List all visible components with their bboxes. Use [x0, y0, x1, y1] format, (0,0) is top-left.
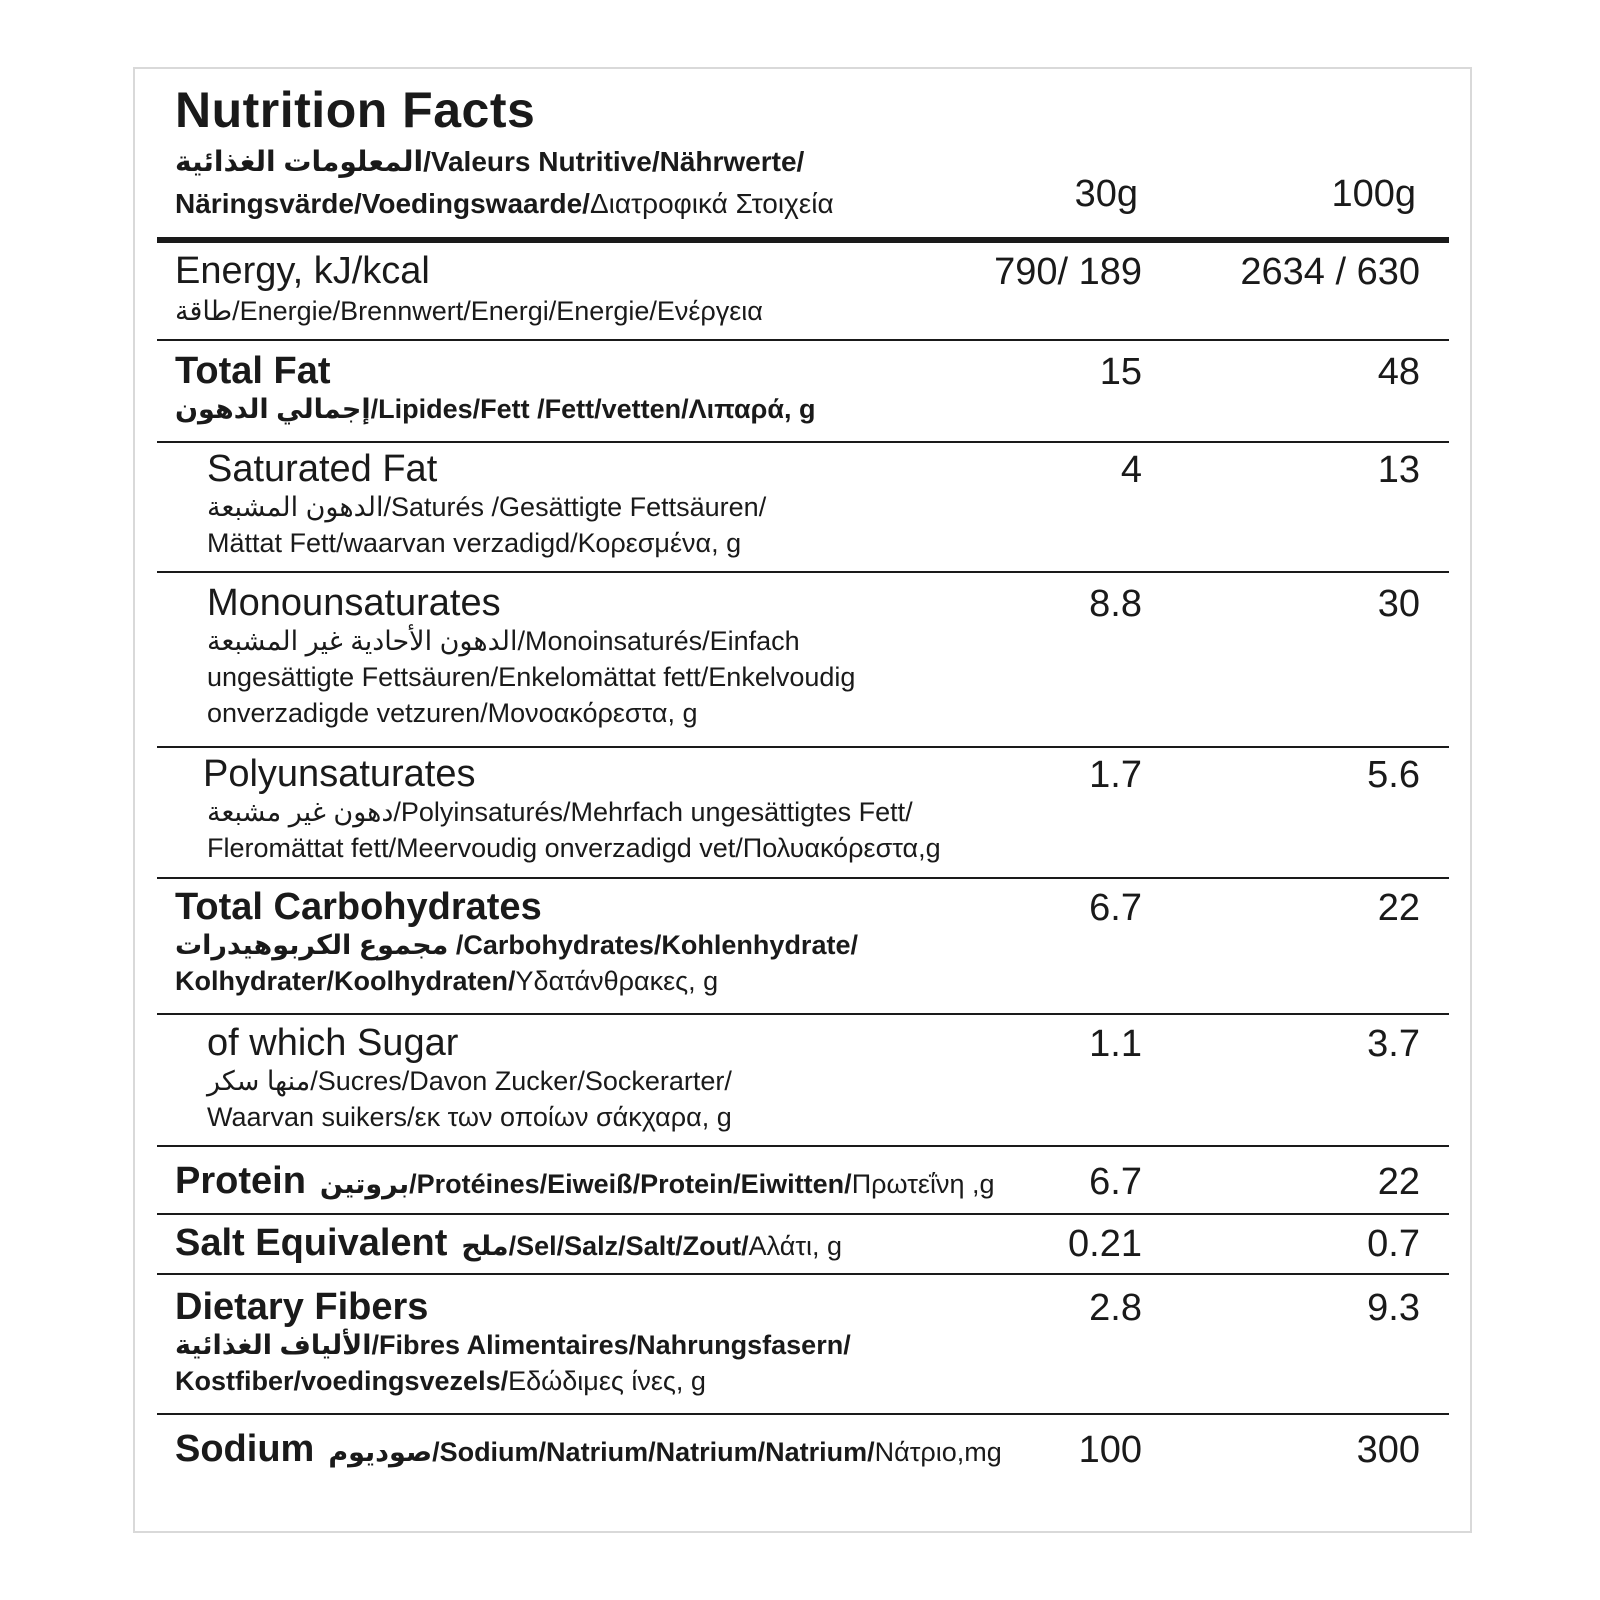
value-30g: 100 — [1078, 1429, 1142, 1471]
row-translations: إجمالي الدهون/Lipides/Fett /Fett/vetten/Λιπαρά, g — [175, 394, 816, 424]
divider — [157, 339, 1449, 341]
row-label: Polyunsaturates — [203, 753, 476, 795]
row-translations-line2: Mättat Fett/waarvan verzadigd/Κορεσμένα, g — [207, 528, 742, 558]
divider — [157, 1013, 1449, 1015]
row-translations-greek: Υδατάνθρακες, g — [515, 966, 719, 996]
value-100g: 48 — [1377, 351, 1420, 393]
page-title: Nutrition Facts — [175, 82, 536, 138]
title-translations-bold: Näringsvärde/Voedingswaarde/ — [175, 188, 590, 219]
value-30g: 790/ 189 — [994, 251, 1142, 293]
row-translations-greek: Νάτριο,mg — [874, 1437, 1002, 1467]
row-translations-bold: Kolhydrater/Koolhydraten/ — [175, 966, 516, 996]
value-100g: 13 — [1377, 449, 1420, 491]
row-translations-line2: Fleromättat fett/Meervoudig onverzadigd vet/Πολυακόρεστα,g — [207, 833, 941, 863]
row-translations-bold: بروتين/Protéines/Eiweiß/Protein/Eiwitten/ — [319, 1169, 852, 1199]
value-100g: 30 — [1377, 583, 1420, 625]
value-100g: 3.7 — [1367, 1023, 1420, 1065]
value-30g: 0.21 — [1068, 1223, 1142, 1265]
row-translations-line2 — [175, 963, 1035, 1000]
value-30g: 4 — [1120, 449, 1142, 491]
row-label: Dietary Fibers — [175, 1286, 429, 1328]
row-label-group — [175, 1429, 1075, 1472]
row-translations-greek: Πρωτεΐνη ,g — [851, 1169, 995, 1199]
row-translations-line2: Waarvan suikers/εκ των οποίων σάκχαρα, g — [207, 1102, 732, 1132]
title-translations — [175, 141, 995, 225]
row-translations: طاقة/Energie/Brennwert/Energi/Energie/Ενέργεια — [175, 296, 763, 326]
row-translations-line2: ungesättigte Fettsäuren/Enkelomättat fett/Enkelvoudig — [207, 662, 856, 692]
divider — [157, 571, 1449, 573]
value-100g: 22 — [1377, 1161, 1420, 1203]
title-translations-line1: المعلومات الغذائية/Valeurs Nutritive/Nährwerte/ — [175, 146, 805, 177]
column-header-30g: 30g — [1074, 173, 1138, 215]
value-30g: 8.8 — [1089, 583, 1142, 625]
row-translations-greek: Αλάτι, g — [748, 1231, 843, 1261]
value-100g: 5.6 — [1367, 754, 1420, 796]
value-30g: 6.7 — [1089, 1161, 1142, 1203]
divider — [157, 441, 1449, 443]
row-label: Energy, kJ/kcal — [175, 250, 430, 292]
value-30g: 2.8 — [1089, 1287, 1142, 1329]
row-translations-line3: onverzadigde vetzuren/Μονοακόρεστα, g — [207, 698, 698, 728]
nutrition-facts-panel — [133, 67, 1472, 1533]
value-100g: 22 — [1377, 887, 1420, 929]
divider — [157, 1413, 1449, 1415]
row-label: Saturated Fat — [207, 448, 438, 490]
row-translations-line1: الدهون الأحادية غير المشبعة/Monoinsaturés/Einfach — [207, 626, 800, 656]
row-translations-greek: Εδώδιμες ίνες, g — [508, 1366, 706, 1396]
row-translations-line1: مجموع الكربوهيدرات /Carbohydrates/Kohlenhydrate/ — [175, 930, 858, 960]
divider — [157, 1213, 1449, 1215]
header-divider — [157, 237, 1449, 243]
row-label: Protein — [175, 1160, 306, 1202]
divider — [157, 877, 1449, 879]
row-label: Total Carbohydrates — [175, 886, 542, 928]
row-translations-line1: منها سكر/Sucres/Davon Zucker/Sockerarter/ — [207, 1066, 732, 1096]
row-label: of which Sugar — [207, 1022, 459, 1064]
row-label: Salt Equivalent — [175, 1222, 448, 1264]
divider — [157, 746, 1449, 748]
divider — [157, 1273, 1449, 1275]
value-30g: 6.7 — [1089, 887, 1142, 929]
value-100g: 2634 / 630 — [1240, 251, 1420, 293]
row-translations-line1: الألياف الغذائية/Fibres Alimentaires/Nahrungsfasern/ — [175, 1330, 851, 1360]
row-translations-bold: صوديوم/Sodium/Natrium/Natrium/Natrium/ — [328, 1437, 875, 1467]
row-label: Monounsaturates — [207, 582, 501, 624]
divider — [157, 1145, 1449, 1147]
value-100g: 300 — [1356, 1429, 1420, 1471]
value-30g: 15 — [1099, 351, 1142, 393]
row-label: Total Fat — [175, 350, 331, 392]
row-translations-bold: Kostfiber/voedingsvezels/ — [175, 1366, 509, 1396]
column-header-100g: 100g — [1331, 173, 1416, 215]
row-translations-line1: الدهون المشبعة/Saturés /Gesättigte Fettsäuren/ — [207, 492, 767, 522]
row-label-group — [175, 1223, 1075, 1266]
value-100g: 9.3 — [1367, 1287, 1420, 1329]
value-100g: 0.7 — [1367, 1223, 1420, 1265]
value-30g: 1.1 — [1089, 1023, 1142, 1065]
row-label: Sodium — [175, 1428, 315, 1470]
title-translations-line2 — [175, 183, 995, 225]
value-30g: 1.7 — [1089, 754, 1142, 796]
title-translations-greek: Διατροφικά Στοιχεία — [589, 188, 834, 219]
row-label-group — [175, 1161, 1075, 1204]
row-translations-bold: ملح/Sel/Salz/Salt/Zout/ — [461, 1231, 749, 1261]
row-translations-line1: دهون غير مشبعة/Polyinsaturés/Mehrfach ungesättigtes Fett/ — [207, 797, 913, 827]
row-translations-line2 — [175, 1363, 1035, 1400]
